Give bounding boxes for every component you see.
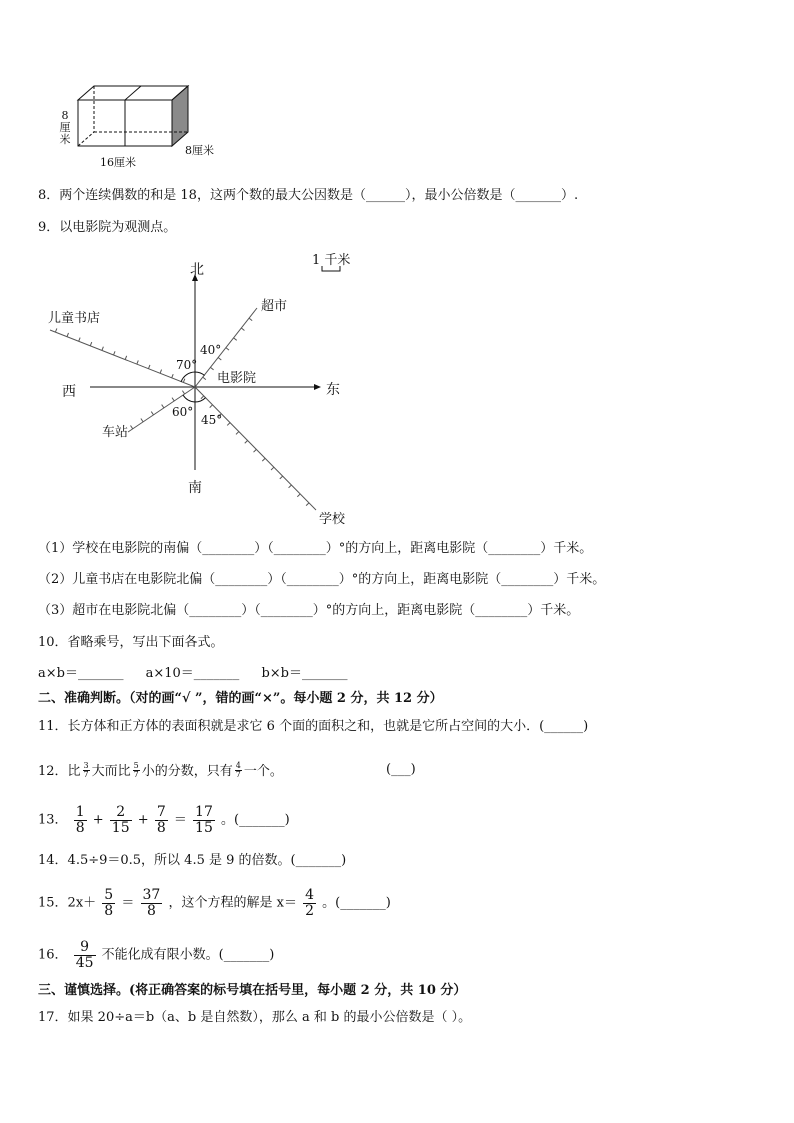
ray-tick xyxy=(210,367,213,369)
ray-tick xyxy=(234,338,237,340)
question-17: 17．如果 20÷a＝b（a、b 是自然数），那么 a 和 b 的最小公倍数是（ ）。 xyxy=(38,1010,472,1025)
denominator: 15 xyxy=(111,819,130,836)
numerator: 7 xyxy=(156,804,166,820)
ray-tick xyxy=(172,398,174,401)
question-9-sub-1: （1）学校在电影院的南偏（________）（________）°的方向上，距离电影院（________）千米。 xyxy=(38,541,593,556)
numerator: 37 xyxy=(142,887,161,903)
ray-tick xyxy=(201,396,204,399)
ray-tick xyxy=(245,440,248,443)
width-label: 8厘米 xyxy=(185,144,214,157)
ray-tick xyxy=(182,391,184,394)
numerator: 5 xyxy=(133,761,139,770)
ray-tick xyxy=(172,374,173,378)
q10-item: a×b＝_______ xyxy=(38,666,124,681)
ray-tick xyxy=(210,405,213,408)
q13-label: 13． xyxy=(38,812,68,828)
label-east: 东 xyxy=(326,382,340,398)
operator: + xyxy=(92,812,104,828)
ray-tick xyxy=(131,425,133,428)
ray-tick xyxy=(114,351,115,355)
operator: ＝ xyxy=(121,895,135,911)
question-12 xyxy=(38,762,283,781)
denominator: 45 xyxy=(75,954,94,971)
ray-tick xyxy=(262,458,265,461)
height-label-line: 8 xyxy=(61,109,69,122)
ray-tick xyxy=(297,494,300,497)
q15-text: ，这个方程的解是 x＝ xyxy=(168,895,297,911)
numerator: 4 xyxy=(235,761,241,770)
question-11: 11．长方体和正方体的表面积就是求它 6 个面的面积之和，也就是它所占空间的大小．(______) xyxy=(38,719,589,734)
denominator: 8 xyxy=(156,819,166,836)
angle-south-east: 45° xyxy=(201,413,223,427)
length-label: 16厘米 xyxy=(100,156,136,169)
angle-north-west: 70° xyxy=(176,358,198,372)
ray-tick xyxy=(271,467,274,470)
question-16 xyxy=(38,940,274,970)
denominator: 7 xyxy=(83,770,89,779)
q16-text: 不能化成有限小数。(_______) xyxy=(101,947,275,963)
q13-tail: 。(_______) xyxy=(221,812,290,828)
ray-tick xyxy=(137,360,138,364)
ray-tick xyxy=(226,348,229,350)
fraction xyxy=(303,888,316,918)
q10-item: a×10＝_______ xyxy=(145,666,240,681)
q12-text: 一个。 xyxy=(243,764,283,779)
label-school: 学校 xyxy=(319,512,346,527)
label-south: 南 xyxy=(188,480,202,496)
ray-tick xyxy=(249,318,252,320)
ray-tick xyxy=(141,419,143,422)
numerator: 5 xyxy=(104,887,114,903)
ray-tick xyxy=(203,377,206,379)
label-station: 车站 xyxy=(102,425,129,440)
operator: + xyxy=(137,812,149,828)
q15-text: 15．2x＋ xyxy=(38,895,97,911)
height-label-line: 米 xyxy=(59,133,71,146)
ray-tick xyxy=(102,347,103,351)
question-10-items xyxy=(38,665,347,683)
label-north: 北 xyxy=(190,262,204,278)
question-9-sub-2: （2）儿童书店在电影院北偏（________）（________）°的方向上，距离电影院（________）千米。 xyxy=(38,572,606,587)
ray-tick xyxy=(280,476,283,479)
numerator: 17 xyxy=(195,804,213,820)
ray-tick xyxy=(125,356,126,360)
question-10-prompt: 10．省略乘号，写出下面各式。 xyxy=(38,635,224,650)
ray-tick xyxy=(160,370,161,374)
label-west: 西 xyxy=(62,384,76,400)
question-9-prompt: 9．以电影院为观测点。 xyxy=(38,220,177,235)
question-8: 8．两个连续偶数的和是 18，这两个数的最大公因数是（______），最小公倍数是（_______）. xyxy=(38,188,579,203)
fraction xyxy=(74,940,96,970)
ray-tick xyxy=(236,432,239,435)
fraction xyxy=(235,762,242,779)
fraction xyxy=(102,888,115,918)
numerator: 4 xyxy=(305,887,315,903)
ray-tick xyxy=(148,365,149,369)
ray-tick xyxy=(79,338,80,342)
ray-tick xyxy=(289,485,292,488)
question-14: 14．4.5÷9＝0.5，所以 4.5 是 9 的倍数。(_______) xyxy=(38,853,347,868)
label-bookstore: 儿童书店 xyxy=(48,311,101,326)
q12-text: 12．比 xyxy=(38,764,81,779)
ray-tick xyxy=(306,503,309,506)
operator: ＝ xyxy=(173,812,187,828)
ray-tick xyxy=(151,412,153,415)
label-supermarket: 超市 xyxy=(261,299,288,314)
ray-tick xyxy=(67,333,68,337)
scale-label xyxy=(312,249,350,268)
section-2-heading: 二、准确判断。（对的画“√ ”，错的画“×”。每小题 2 分，共 12 分） xyxy=(38,691,443,706)
numerator: 9 xyxy=(74,940,96,956)
height-label xyxy=(58,110,72,146)
angle-south-west: 60° xyxy=(172,405,194,419)
denominator: 2 xyxy=(305,902,315,919)
numerator: 2 xyxy=(110,805,132,821)
scale-bar xyxy=(321,266,341,272)
scale-text: 1 千米 xyxy=(312,253,351,268)
section-3-heading: 三、谨慎选择。(将正确答案的标号填在括号里，每小题 2 分，共 10 分） xyxy=(38,983,467,998)
label-center: 电影院 xyxy=(217,371,257,386)
fraction xyxy=(141,888,163,918)
question-13 xyxy=(38,805,290,835)
denominator: 7 xyxy=(235,770,241,779)
fraction xyxy=(133,762,140,779)
question-15 xyxy=(38,888,391,918)
question-9-sub-3: （3）超市在电影院北偏（________）（________）°的方向上，距离电影院（________）千米。 xyxy=(38,603,580,618)
height-label-line: 厘 xyxy=(59,121,71,134)
denominator: 8 xyxy=(75,819,85,836)
ray-tick xyxy=(254,449,257,452)
angle-north-east: 40° xyxy=(200,343,222,357)
q16-label: 16． xyxy=(38,947,68,963)
fraction xyxy=(83,762,90,779)
q12-text: 大而比 xyxy=(91,764,131,779)
ray-tick xyxy=(218,358,221,360)
numerator: 1 xyxy=(75,804,85,820)
q15-tail: 。(_______) xyxy=(322,895,391,911)
fraction xyxy=(155,805,168,835)
ray-tick xyxy=(227,423,230,426)
denominator: 15 xyxy=(195,819,213,836)
q10-item: b×b＝_______ xyxy=(261,666,348,681)
denominator: 7 xyxy=(133,770,139,779)
numerator: 3 xyxy=(83,761,89,770)
fraction xyxy=(110,805,132,835)
fraction xyxy=(74,805,87,835)
denominator: 8 xyxy=(146,902,156,919)
ray-tick xyxy=(241,328,244,330)
ray-tick xyxy=(90,342,91,346)
q12-answer-blank: (___) xyxy=(386,762,416,777)
fraction xyxy=(193,805,215,835)
q12-text: 小的分数，只有 xyxy=(141,764,233,779)
denominator: 8 xyxy=(104,902,114,919)
compass-diagram xyxy=(40,245,380,530)
ray-tick xyxy=(183,379,184,383)
ray-tick xyxy=(55,328,56,332)
ray-tick xyxy=(162,405,164,408)
